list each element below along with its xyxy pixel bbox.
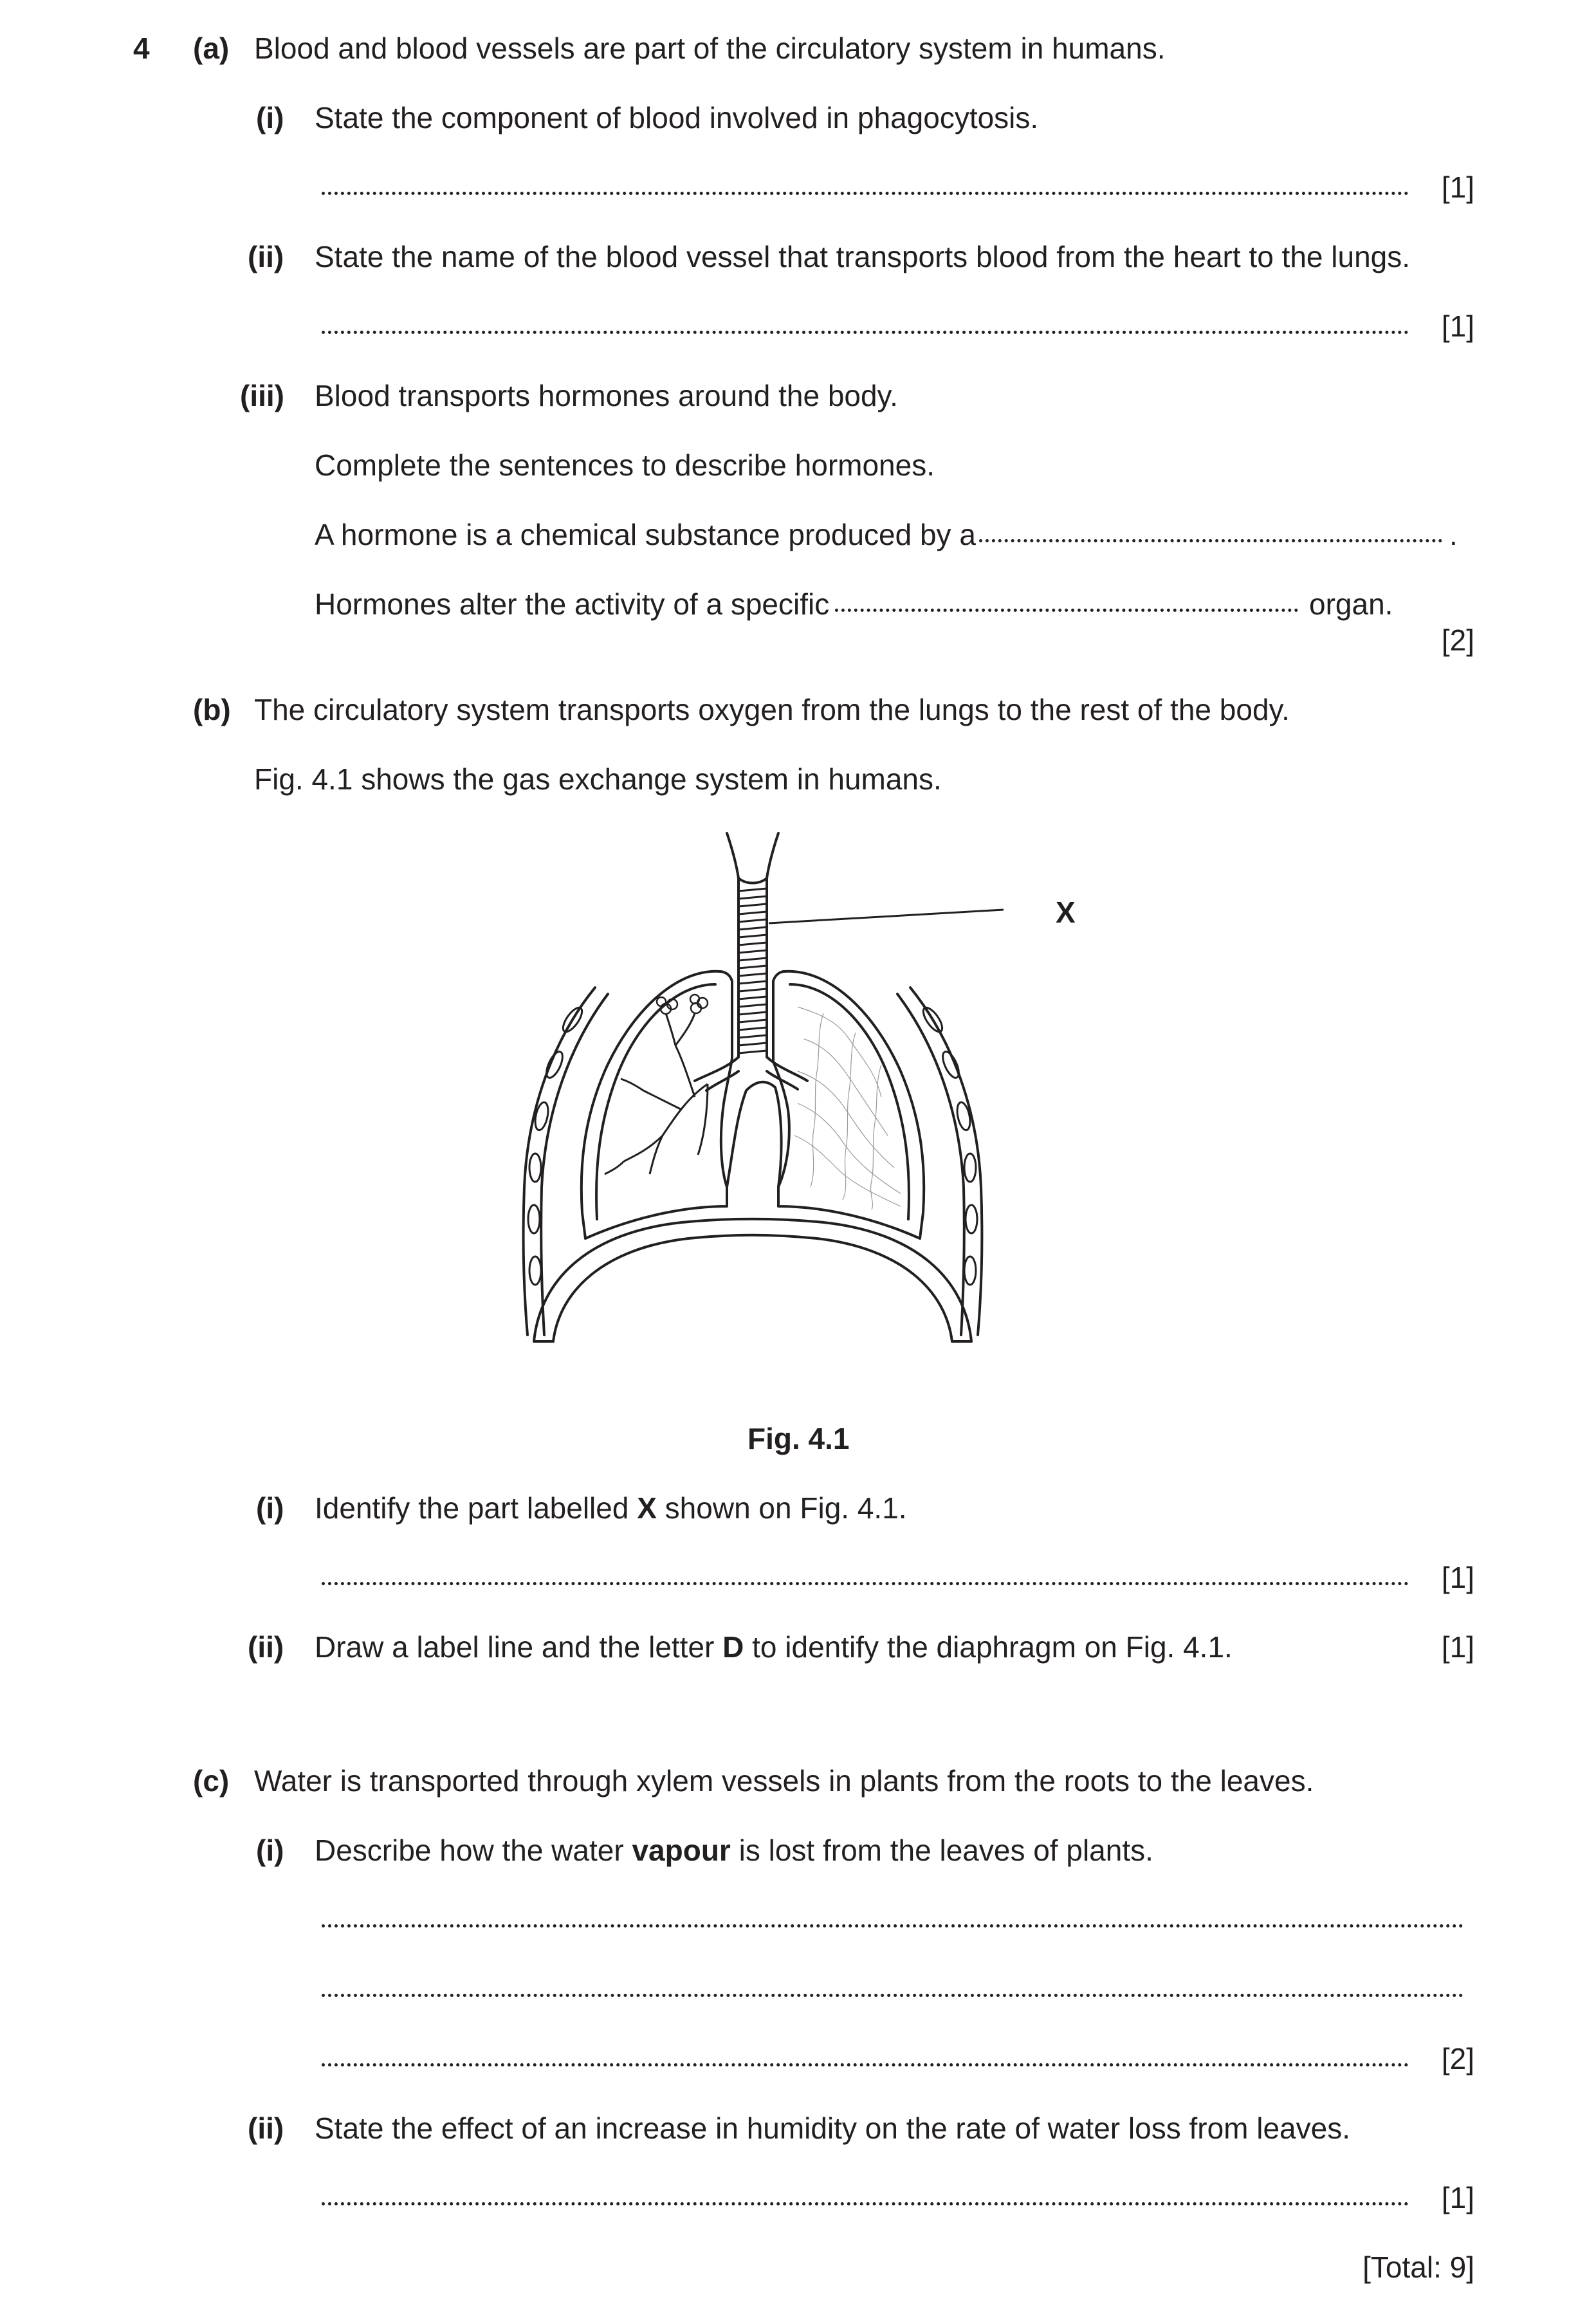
answer-gap-gland[interactable] [979,539,1442,542]
ribcage-right [910,988,982,1335]
answer-line-c-i-1[interactable] [322,1924,1463,1927]
alveoli [657,995,708,1014]
answer-line-c-i-3[interactable] [322,2063,1409,2066]
sentence-1-end: . [1449,518,1458,551]
marks-c-i: [2] [1441,2042,1474,2075]
part-a-iii-instruction: Complete the sentences to describe hormones. [315,448,935,482]
part-c-i-label: (i) [256,1834,284,1867]
figure-caption: Fig. 4.1 [748,1422,850,1455]
sentence-2-start: Hormones alter the activity of a specific [315,587,830,621]
label-line-x [769,908,1004,923]
part-a-ii-label: (ii) [248,240,284,273]
fig-intro: Fig. 4.1 shows the gas exchange system in humans. [254,762,942,796]
marks-c-ii: [1] [1441,2181,1474,2214]
answer-line-b-i[interactable] [322,1582,1409,1585]
total-marks: [Total: 9] [1362,2250,1474,2284]
part-c-ii-text: State the effect of an increase in humidity on the rate of water loss from leaves. [315,2111,1350,2145]
answer-line-a-ii[interactable] [322,331,1409,334]
sentence-1-start: A hormone is a chemical substance produced by a [315,518,976,551]
part-c-ii-label: (ii) [248,2111,284,2145]
part-c-stem: Water is transported through xylem vessels in plants from the roots to the leaves. [254,1764,1314,1798]
part-a-stem: Blood and blood vessels are part of the circulatory system in humans. [254,32,1166,65]
part-b-i-label: (i) [256,1491,284,1525]
rib-cross-sections [528,1005,977,1285]
part-c-label: (c) [193,1764,230,1798]
lung-texture [794,1007,901,1210]
part-a-i-label: (i) [256,101,284,134]
marks-b-i: [1] [1441,1561,1474,1594]
marks-a-i: [1] [1441,170,1474,204]
marks-a-iii: [2] [1441,623,1474,657]
answer-gap-target[interactable] [835,609,1298,612]
part-b-i-text: Identify the part labelled X shown on Fig. 4.1. [315,1491,907,1525]
answer-line-a-i[interactable] [322,192,1409,195]
part-b-label: (b) [193,693,231,726]
question-number: 4 [133,32,150,65]
gas-exchange-diagram [515,827,1004,1380]
part-c-i-text: Describe how the water vapour is lost from the leaves of plants. [315,1834,1153,1867]
trachea-rings [738,888,767,1053]
part-a-iii-text: Blood transports hormones around the body. [315,379,898,412]
part-a-iii-label: (iii) [240,379,284,412]
part-a-label: (a) [193,32,230,65]
part-b-stem: The circulatory system transports oxygen from the lungs to the rest of the body. [254,693,1290,726]
sentence-2-end: organ. [1309,587,1393,621]
larynx-outline [727,833,778,878]
bronchioles [605,1013,708,1174]
marks-b-ii: [1] [1441,1630,1474,1664]
part-b-ii-label: (ii) [248,1630,284,1664]
bronchi [695,1057,807,1081]
label-x: X [1056,896,1076,929]
marks-a-ii: [1] [1441,309,1474,343]
part-a-ii-text: State the name of the blood vessel that transports blood from the heart to the lungs. [315,240,1411,273]
diaphragm [534,1219,971,1341]
answer-line-c-ii[interactable] [322,2202,1409,2205]
ribcage-left [524,988,595,1335]
part-a-i-text: State the component of blood involved in phagocytosis. [315,101,1039,134]
part-b-ii-text: Draw a label line and the letter D to identify the diaphragm on Fig. 4.1. [315,1630,1233,1664]
answer-line-c-i-2[interactable] [322,1994,1463,1997]
